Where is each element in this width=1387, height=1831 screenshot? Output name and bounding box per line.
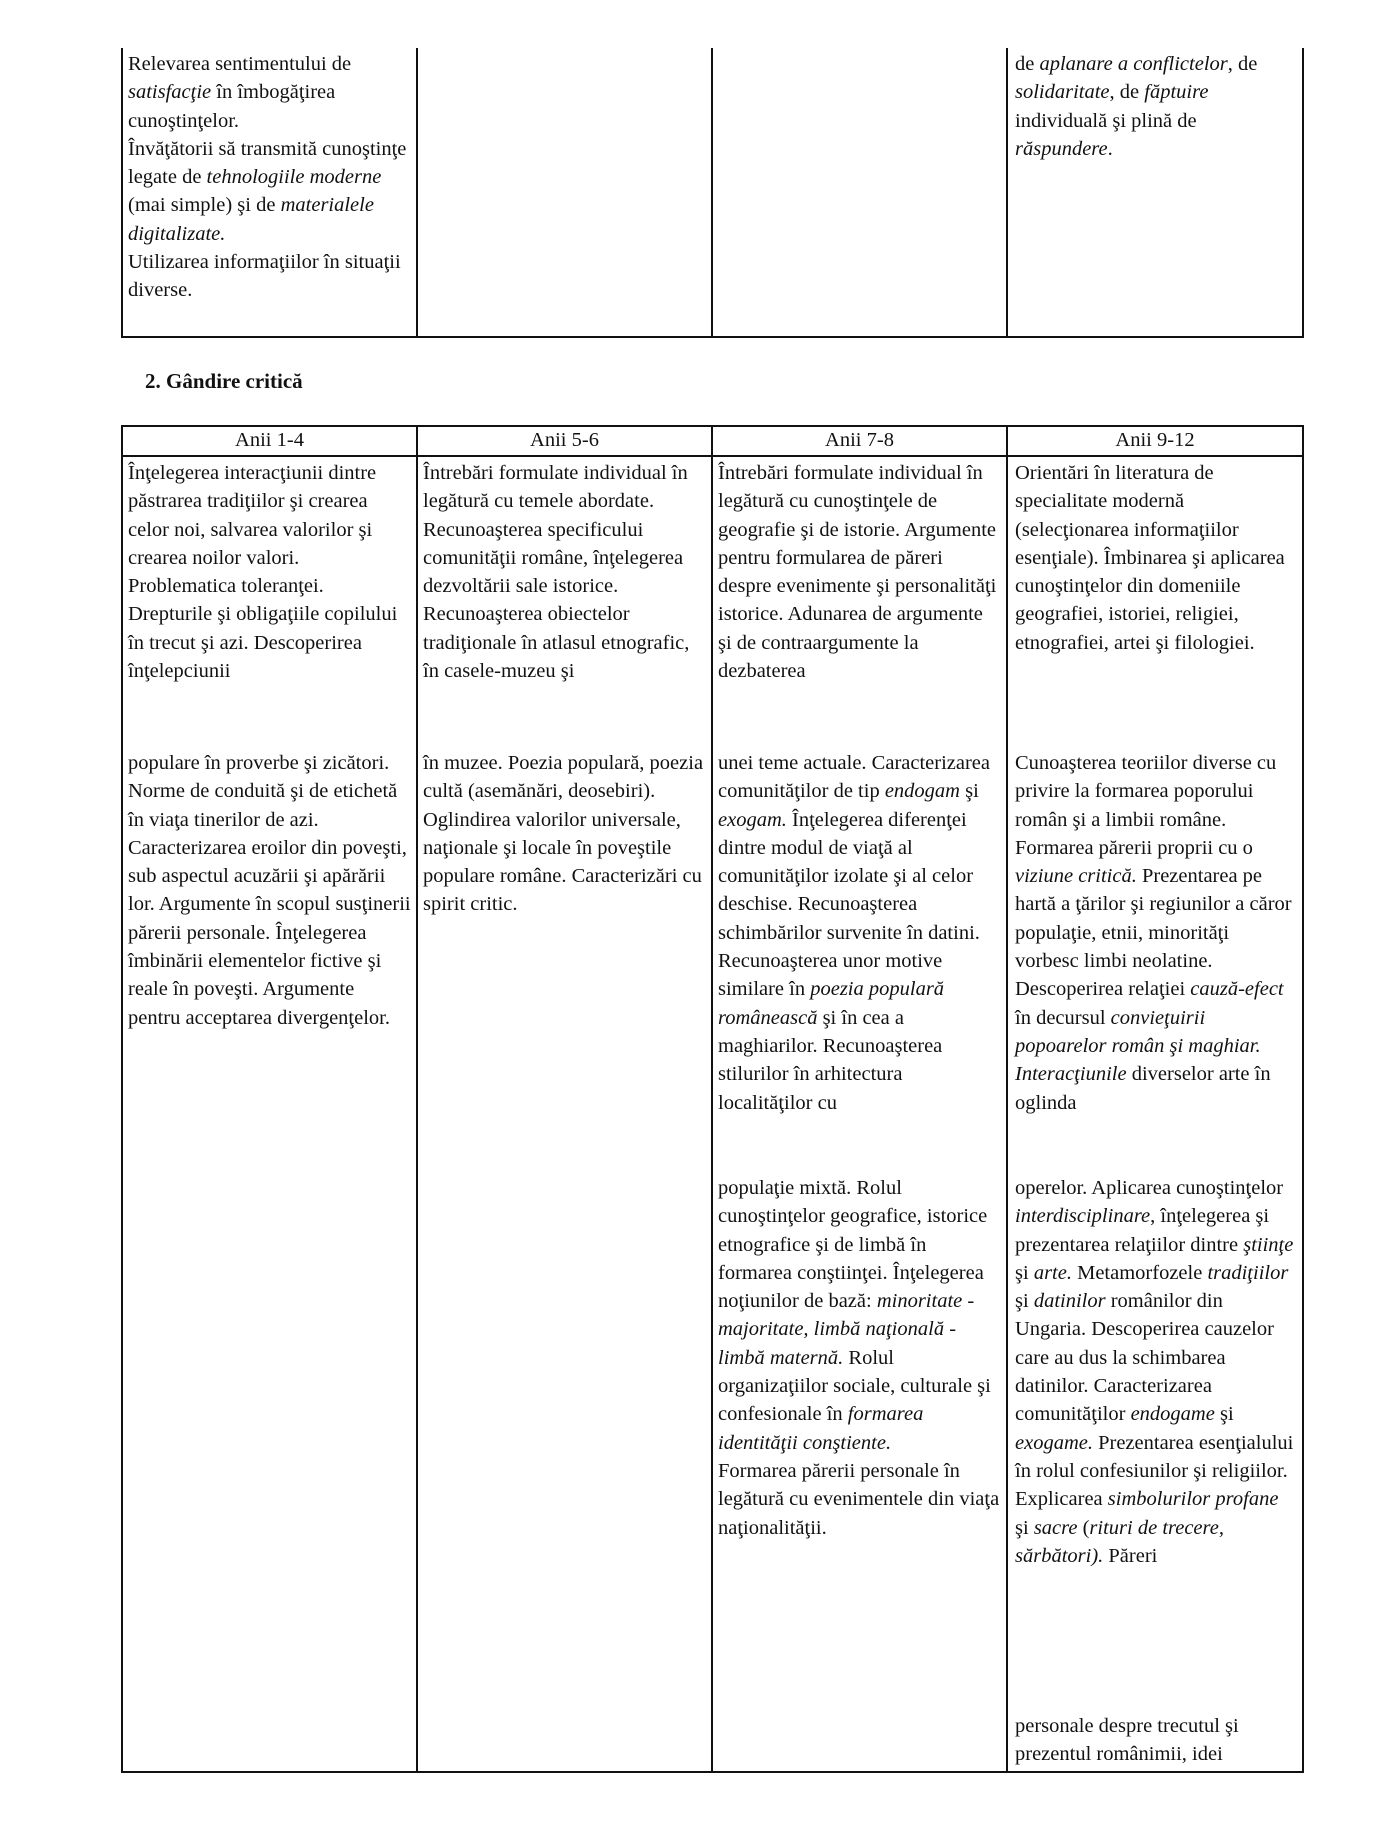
text-run: Întrebări formulate individual în legătură cu temele abordate. Recunoaşterea specificului comunităţii române, înţelegerea dezvoltării sale istorice. Recunoaşterea obiectelor tradiţionale în atlasul etnografic, în casele-muzeu şi — [423, 462, 690, 683]
text-run: Relevarea sentimentului de — [128, 53, 352, 75]
text-run: , înţelegerea şi prezentarea relaţiilor dintre — [1015, 1205, 1270, 1256]
top-table-bottom-border — [121, 336, 1304, 338]
italic-text-run: cauză-efect — [1190, 978, 1284, 1001]
header-anii-5-6: Anii 5-6 — [530, 429, 599, 451]
italic-text-run: aplanare a conflictelor — [1039, 53, 1228, 75]
italic-text-run: interdisciplinare — [1015, 1205, 1151, 1228]
text-run: în muzee. Poezia populară, poezia cultă (asemănări, deosebiri). Oglindirea valorilor universale, naţionale şi locale în poveştile populare române. Caracterizări cu spirit critic. — [423, 752, 704, 916]
text-run: ( — [1077, 1516, 1090, 1539]
top-table-cell-col1 — [122, 50, 417, 305]
italic-text-run: simbolurilor profane — [1107, 1488, 1279, 1511]
cell-anii-7-8-part-3 — [712, 1174, 1007, 1542]
cell-anii-9-12-part-2 — [1007, 749, 1303, 1117]
text-run: populaţie mixtă. Rolul cunoştinţelor geografice, istorice etnografice şi de limbă în formarea conştiinţei. Înţelegerea noţiunilor de bază: — [718, 1177, 988, 1313]
italic-text-run: exogam. — [718, 808, 787, 831]
text-run: în îmbogăţirea cunoştinţelor. — [128, 81, 336, 132]
table-header-bottom-border — [121, 455, 1304, 457]
text-run: şi — [959, 780, 979, 803]
section-heading: 2. Gândire critică — [145, 369, 303, 393]
italic-text-run: convieţuirii popoarelor român şi maghiar. Interacţiunile — [1015, 1006, 1261, 1086]
text-run: de — [1015, 53, 1040, 75]
table-bottom-border — [121, 1771, 1304, 1773]
italic-text-run: ştiinţe — [1243, 1233, 1294, 1256]
italic-text-run: minoritate - majoritate, limbă naţională - limbă maternă. — [718, 1290, 975, 1369]
text-run: şi — [1015, 1516, 1034, 1539]
cell-anii-5-6-part-1 — [417, 459, 712, 685]
text-run: , de — [1109, 81, 1145, 104]
italic-text-run: solidaritate — [1015, 81, 1110, 104]
text-run: Păreri — [1103, 1544, 1158, 1567]
text-run: şi — [1015, 1261, 1034, 1284]
text-run: , de — [1227, 53, 1258, 75]
italic-text-run: arte. — [1033, 1261, 1072, 1284]
cell-anii-7-8-part-1 — [712, 459, 1007, 685]
cell-anii-1-4-part-1 — [122, 459, 417, 685]
italic-text-run: endogame — [1130, 1403, 1215, 1426]
text-run: şi în cea a maghiarilor. Recunoaşterea stilurilor în arhitectura localităţilor cu — [718, 1006, 943, 1114]
top-table-border-2 — [711, 48, 713, 338]
italic-text-run: poezia populară românească — [718, 978, 945, 1029]
text-run: (mai simple) şi de — [128, 194, 281, 217]
text-run: Cunoaşterea teoriilor diverse cu privire la formarea poporului român şi a limbii române. Formarea părerii proprii cu o — [1015, 752, 1277, 859]
text-run: Orientări în literatura de specialitate modernă (selecţionarea informaţiilor esenţiale). Îmbinarea şi aplicarea cunoştinţelor din domeniile geografiei, istoriei, religiei, etnografiei, artei şi filologiei. — [1015, 462, 1285, 654]
text-run: românilor din Ungaria. Descoperirea cauzelor care au dus la schimbarea datinilor. Caracterizarea comunităţilor — [1015, 1290, 1274, 1426]
text-run: Înţelegerea diferenţei dintre modul de viaţă al comunităţilor izolate şi al celor deschise. Recunoaşterea schimbărilor survenite în datini. Recunoaşterea unor motive similare în — [718, 808, 980, 1001]
top-table-cell-col4 — [1007, 50, 1303, 163]
header-anii-7-8: Anii 7-8 — [825, 429, 894, 451]
text-run: Înţelegerea interacţiunii dintre păstrarea tradiţiilor şi crearea celor noi, salvarea valorilor şi crearea noilor valori. Problematica toleranţei. Drepturile şi obligaţiile copilului în trecut şi azi. Descoperirea înţelepciunii — [128, 462, 398, 683]
cell-anii-5-6-part-2 — [417, 749, 712, 919]
italic-text-run: tehnologiile moderne — [206, 166, 382, 189]
cell-anii-9-12-part-1 — [1007, 459, 1303, 657]
text-run: Metamorfozele — [1071, 1261, 1208, 1284]
cell-anii-9-12-part-4 — [1007, 1712, 1303, 1769]
text-run: Întrebări formulate individual în legătură cu cunoştinţele de geografie şi de istorie. Argumente pentru formularea de păreri despre evenimente şi personalităţi istorice. Adunarea de argumente şi de contraargumente la dezbaterea — [718, 462, 997, 683]
italic-text-run: formarea identităţii conştiente. — [718, 1403, 924, 1454]
text-run: în decursul — [1015, 1006, 1111, 1029]
italic-text-run: viziune critică. — [1015, 865, 1137, 888]
text-run: unei teme actuale. Caracterizarea comunităţilor de tip — [718, 752, 991, 803]
text-run: Rolul organizaţiilor sociale, culturale şi confesionale în — [718, 1346, 991, 1426]
text-run: Utilizarea informaţiilor în situaţii diverse. — [128, 251, 401, 302]
text-run: şi — [1214, 1403, 1234, 1426]
italic-text-run: sacre — [1033, 1516, 1078, 1539]
italic-text-run: răspundere — [1015, 137, 1108, 160]
cell-anii-9-12-part-3 — [1007, 1174, 1303, 1570]
header-anii-9-12: Anii 9-12 — [1115, 429, 1195, 451]
italic-text-run: endogam — [884, 780, 960, 803]
text-run: diverselor arte în oglinda — [1015, 1063, 1271, 1114]
italic-text-run: rituri de trecere, sărbători). — [1015, 1516, 1224, 1567]
text-run: Prezentarea pe hartă a ţărilor şi regiunilor a căror populaţie, etnii, minorităţi vorbesc limbi neolatine. Descoperirea relaţiei — [1015, 865, 1292, 1001]
italic-text-run: materialele digitalizate. — [128, 194, 374, 245]
cell-anii-1-4-part-2 — [122, 749, 417, 1032]
text-run: personale despre trecutul şi prezentul românimii, idei — [1015, 1715, 1239, 1766]
italic-text-run: datinilor — [1033, 1290, 1106, 1313]
text-run: operelor. Aplicarea cunoştinţelor — [1015, 1177, 1284, 1199]
italic-text-run: satisfacţie — [128, 81, 212, 104]
text-run: Învăţătorii să transmită cunoştinţe legate de — [128, 137, 407, 189]
text-run: populare în proverbe şi zicători. Norme de conduită şi de etichetă în viaţa tinerilor de azi. Caracterizarea eroilor din poveşti, sub aspectul acuzării şi apărării lor. Argumente în scopul susţinerii părerii personale. Înţelegerea îmbinării elementelor fictive şi reale în poveşti. Argumente pentru acceptarea divergenţelor. — [128, 752, 411, 1029]
header-anii-1-4: Anii 1-4 — [235, 429, 304, 451]
text-run: . — [1107, 137, 1113, 160]
italic-text-run: tradiţiilor — [1207, 1261, 1289, 1284]
text-run: individuală şi plină de — [1015, 109, 1197, 132]
italic-text-run: exogame. — [1015, 1431, 1093, 1454]
text-run: şi — [1015, 1290, 1034, 1313]
text-run: Formarea părerii personale în legătură cu evenimentele din viaţa naţionalităţii. — [718, 1459, 1000, 1539]
cell-anii-7-8-part-2 — [712, 749, 1007, 1117]
italic-text-run: făptuire — [1144, 81, 1209, 104]
text-run: Prezentarea esenţialului în rolul confesiunilor şi religiilor. Explicarea — [1015, 1431, 1294, 1511]
